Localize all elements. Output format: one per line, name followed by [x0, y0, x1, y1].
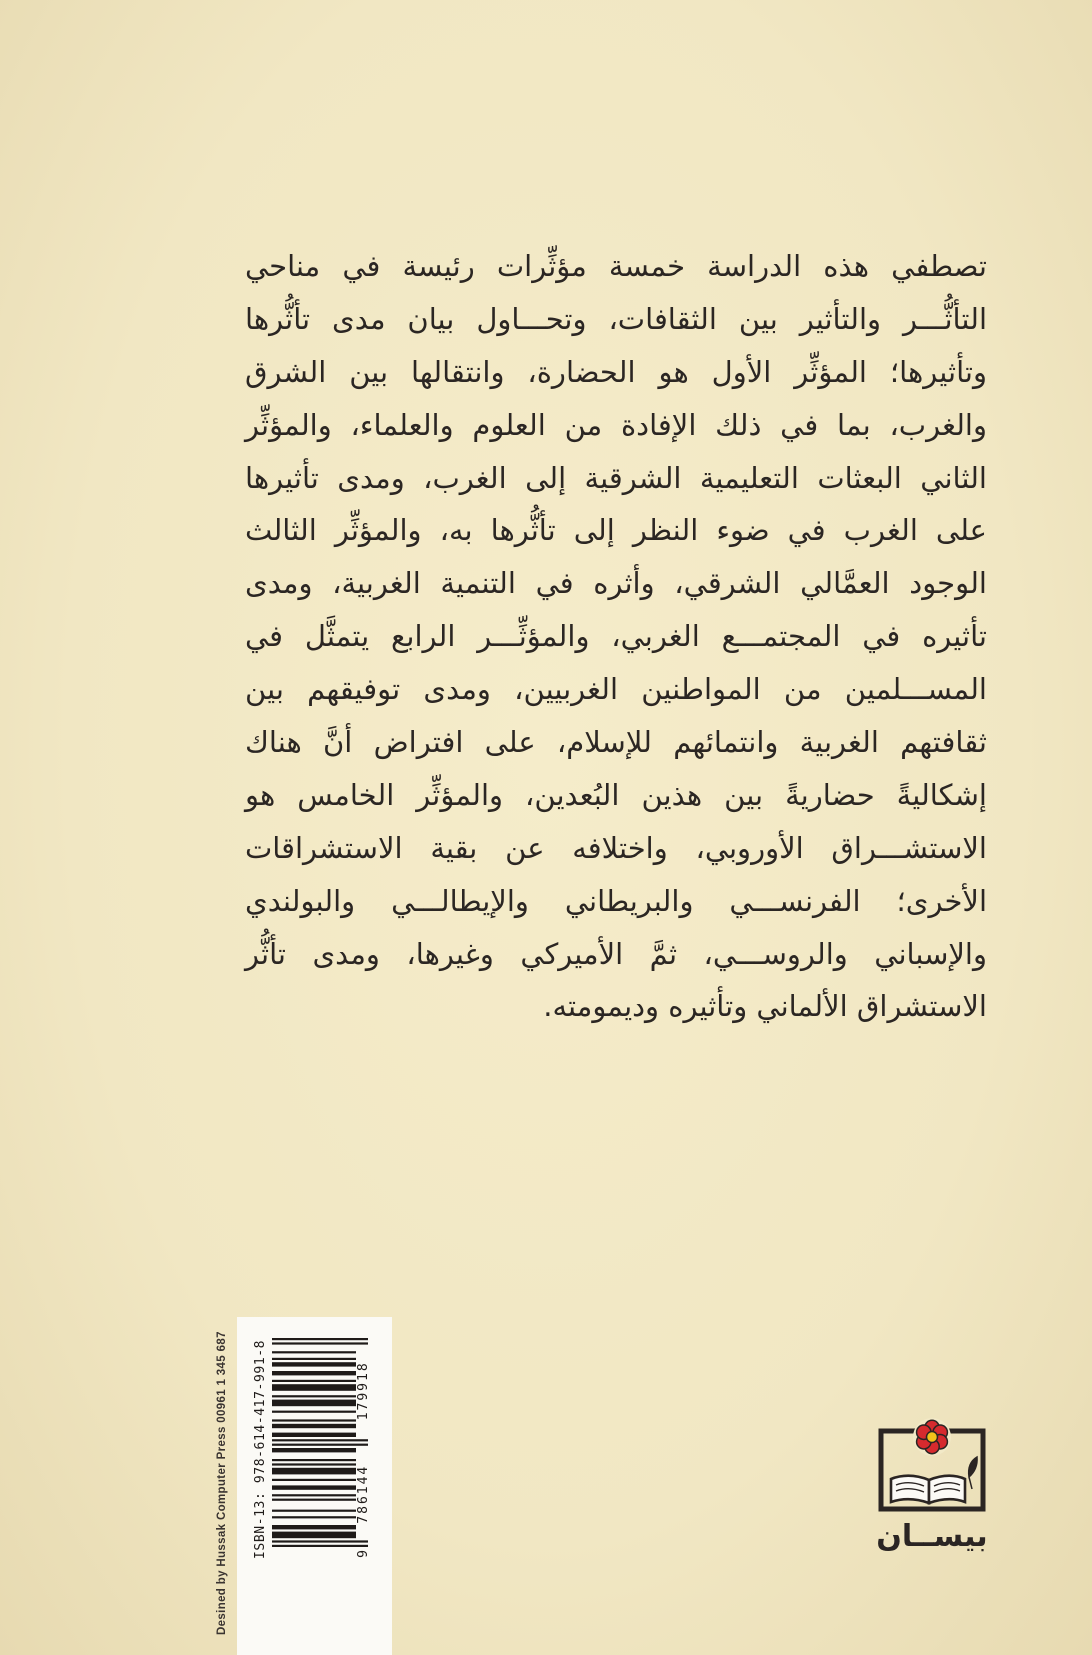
barcode-bar — [272, 1351, 356, 1353]
blurb-line: المســـلمين من المواطنين الغربيين، ومدى توفيقهم بين — [245, 672, 987, 707]
barcode-bar — [272, 1342, 368, 1344]
barcode-bar — [272, 1494, 356, 1496]
barcode-bar — [272, 1525, 356, 1529]
blurb-line: الثاني البعثات التعليمية الشرقية إلى الغرب، ومدى تأثيرها — [245, 460, 987, 495]
blurb-line: والغرب، بما في ذلك الإفادة من العلوم والعلماء، والمؤثِّر — [245, 407, 987, 442]
blurb-line: تصطفي هذه الدراسة خمسة مؤثِّرات رئيسة في مناحي — [245, 249, 987, 283]
barcode-bar — [272, 1338, 368, 1340]
barcode-bar — [272, 1499, 356, 1501]
isbn-label: ISBN-13: 978-614-417-991-8 — [253, 1339, 268, 1559]
open-book-icon — [891, 1476, 965, 1503]
barcode-digit-lead: 9 — [356, 1550, 371, 1558]
barcode-bar — [272, 1411, 356, 1413]
barcode-bar — [272, 1545, 368, 1547]
barcode-bar — [272, 1540, 368, 1542]
flower-center — [927, 1432, 938, 1443]
barcode-bar — [272, 1380, 356, 1382]
blurb-line: الاستشـــراق الأوروبي، واختلافه عن بقية الاستشراقات — [245, 830, 987, 865]
barcode-bars — [272, 1338, 368, 1547]
barcode-bar — [272, 1439, 368, 1441]
blurb-line: وتأثيرها؛ المؤثِّر الأول هو الحضارة، وانتقالها بين الشرق — [245, 354, 987, 389]
barcode-bar — [272, 1358, 356, 1360]
barcode-bar — [272, 1463, 356, 1465]
blurb-line: والإسباني والروســـي، ثمَّ الأميركي وغيرها، ومدى تأثُّر — [245, 936, 987, 971]
barcode-bar — [272, 1433, 356, 1437]
designer-credit: Desined by Hussak Computer Press 00961 1 345 687 — [216, 1331, 228, 1635]
leaf-icon — [969, 1457, 977, 1489]
blurb-line: الوجود العمَّالي الشرقي، وأثره في التنمية الغربية، ومدى — [245, 566, 987, 601]
blurb-line: تأثيره في المجتمـــع الغربي، والمؤثِّـــر الرابع يتمثَّل في — [245, 619, 987, 654]
blurb-line: الأخرى؛ الفرنســـي والبريطاني والإيطالـــي والبولندي — [245, 883, 987, 918]
barcode-bar — [272, 1510, 356, 1512]
barcode-bar — [272, 1419, 356, 1421]
blurb-line: إشكاليةً حضاريةً بين هذين البُعدين، والمؤثِّر الخامس هو — [245, 777, 987, 812]
barcode-bar — [272, 1371, 356, 1375]
blurb-line: على الغرب في ضوء النظر إلى تأثُّرها به، والمؤثِّر الثالث — [245, 513, 987, 548]
barcode-bar — [272, 1479, 356, 1481]
flower-book-logo-icon — [877, 1417, 987, 1513]
barcode-bar — [272, 1459, 356, 1461]
barcode-digits-right: 179918 — [356, 1361, 371, 1421]
barcode-bar — [272, 1384, 356, 1391]
barcode-bar — [272, 1362, 356, 1366]
barcode-bar — [272, 1395, 356, 1397]
barcode-bar — [272, 1448, 356, 1452]
publisher-name: بيســان — [876, 1519, 988, 1554]
barcode-digits-left: 786144 — [356, 1464, 371, 1524]
barcode-bar — [272, 1400, 356, 1407]
barcode-bar — [272, 1516, 356, 1518]
blurb-line-last: الاستشراق الألماني وتأثيره وديمومته. — [543, 989, 987, 1024]
barcode-bar — [272, 1485, 356, 1489]
blurb-line: التأثُّـــر والتأثير بين الثقافات، وتحـــاول بيان مدى تأثُّرها — [245, 301, 987, 336]
isbn-barcode — [252, 1323, 382, 1573]
barcode-bar — [272, 1444, 368, 1446]
barcode-bar — [272, 1424, 356, 1428]
barcode-bar — [272, 1532, 356, 1539]
blurb-line: ثقافتهم الغربية وانتمائهم للإسلام، على افتراض أنَّ هناك — [245, 725, 987, 760]
blurb-text — [243, 240, 987, 1033]
barcode-bar — [272, 1468, 356, 1475]
